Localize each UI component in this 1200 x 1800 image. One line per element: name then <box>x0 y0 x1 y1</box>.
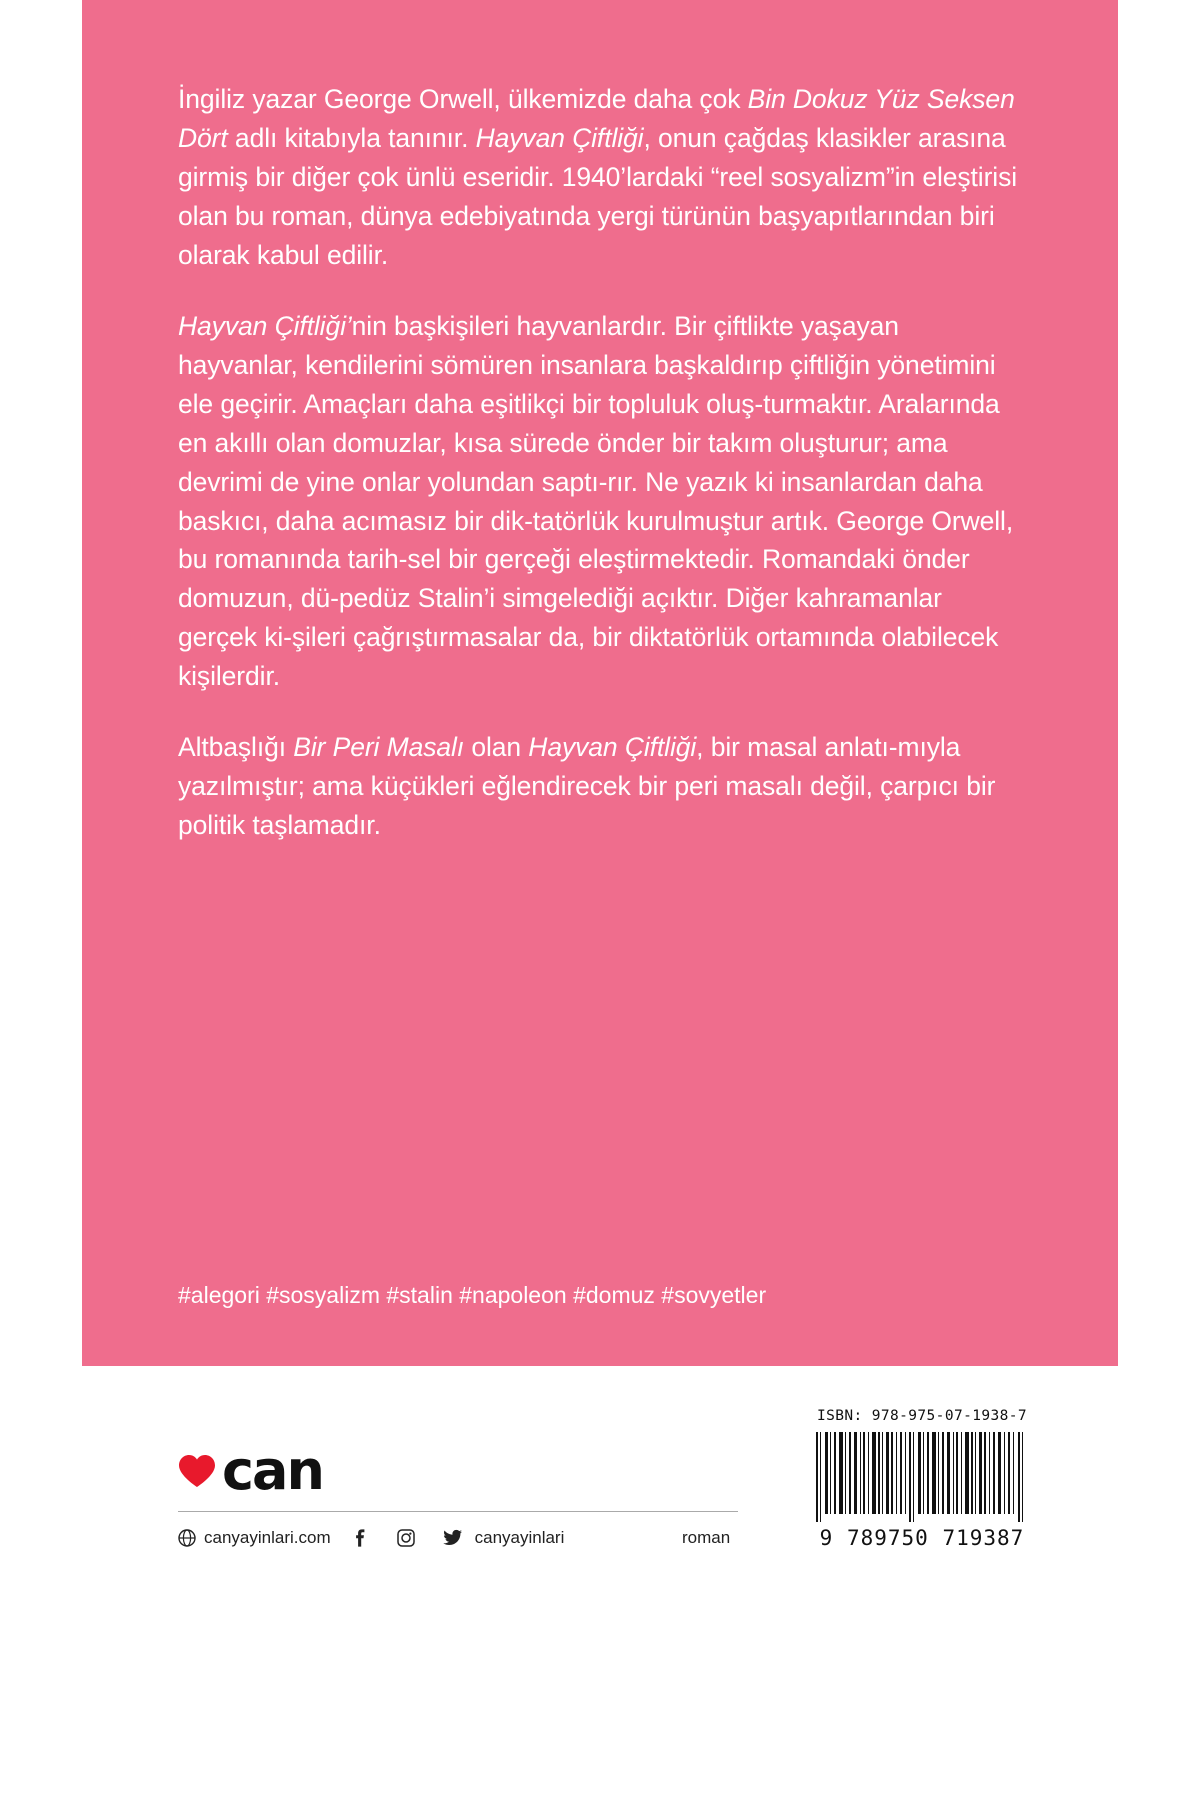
globe-icon[interactable] <box>178 1529 196 1547</box>
blurb-paragraph-1: İngiliz yazar George Orwell, ülkemizde daha çok Bin Dokuz Yüz Seksen Dört adlı kitabıyla tanınır. Hayvan Çiftliği, onun çağdaş klasikler arasına girmiş bir diğer çok ünlü eseridir. 1940’lardaki “reel sosyalizm”in eleştirisi olan bu roman, dünya edebiyatında yergi türünün başyapıtlarından biri olarak kabul edilir. <box>178 84 1018 270</box>
isbn-area <box>812 1408 1032 1550</box>
heart-icon <box>178 1454 216 1488</box>
barcode-number: 9 789750 719387 <box>819 1526 1025 1550</box>
footer-divider <box>178 1511 738 1512</box>
footer-band <box>82 1366 1118 1560</box>
barcode-image <box>812 1428 1032 1524</box>
social-handle[interactable]: canyayinlari <box>474 1528 565 1547</box>
instagram-icon[interactable] <box>397 1529 415 1547</box>
publisher-logo <box>178 1439 323 1502</box>
hashtag-list: #alegori #sosyalizm #stalin #napoleon #domuz #sovyetler <box>178 1282 767 1308</box>
publisher-name: can <box>222 1439 323 1502</box>
website-url[interactable]: canyayinlari.com <box>204 1528 331 1547</box>
twitter-icon[interactable] <box>443 1529 463 1547</box>
book-back-cover <box>82 0 1118 1560</box>
blurb-paragraph-2: Hayvan Çiftliği’nin başkişileri hayvanlardır. Bir çiftlikte yaşayan hayvanlar, kendilerini sömüren insanlara başkaldırıp çiftliğin yönetimini ele geçirir. Amaçları daha eşitlikçi bir topluluk oluş-turmaktır. Aralarında en akıllı olan domuzlar, kısa sürede önder bir takım oluşturur; ama devrimi de yine onlar yolundan saptı-rır. Ne yazık ki insanlardan daha baskıcı, daha acımasız bir dik-tatörlük kurulmuştur artık. George Orwell, bu romanında tarih-sel bir gerçeği eleştirmektedir. Romandaki önder domuzun, dü-pedüz Stalin’i simgelediği açıktır. Diğer kahramanlar gerçek ki-şileri çağrıştırmasalar da, bir diktatörlük ortamında olabilecek kişilerdir. <box>178 310 1014 692</box>
social-links-row <box>178 1528 564 1548</box>
blurb-section <box>82 0 1118 845</box>
category-label: roman <box>682 1528 731 1547</box>
blurb-paragraph-3: Altbaşlığı Bir Peri Masalı olan Hayvan Çiftliği, bir masal anlatı-mıyla yazılmıştır; ama küçükleri eğlendirecek bir peri masalı değil, çarpıcı bir politik taşlamadır. <box>178 732 996 841</box>
facebook-icon[interactable] <box>351 1529 369 1547</box>
isbn-number: ISBN: 978-975-07-1938-7 <box>817 1408 1027 1424</box>
